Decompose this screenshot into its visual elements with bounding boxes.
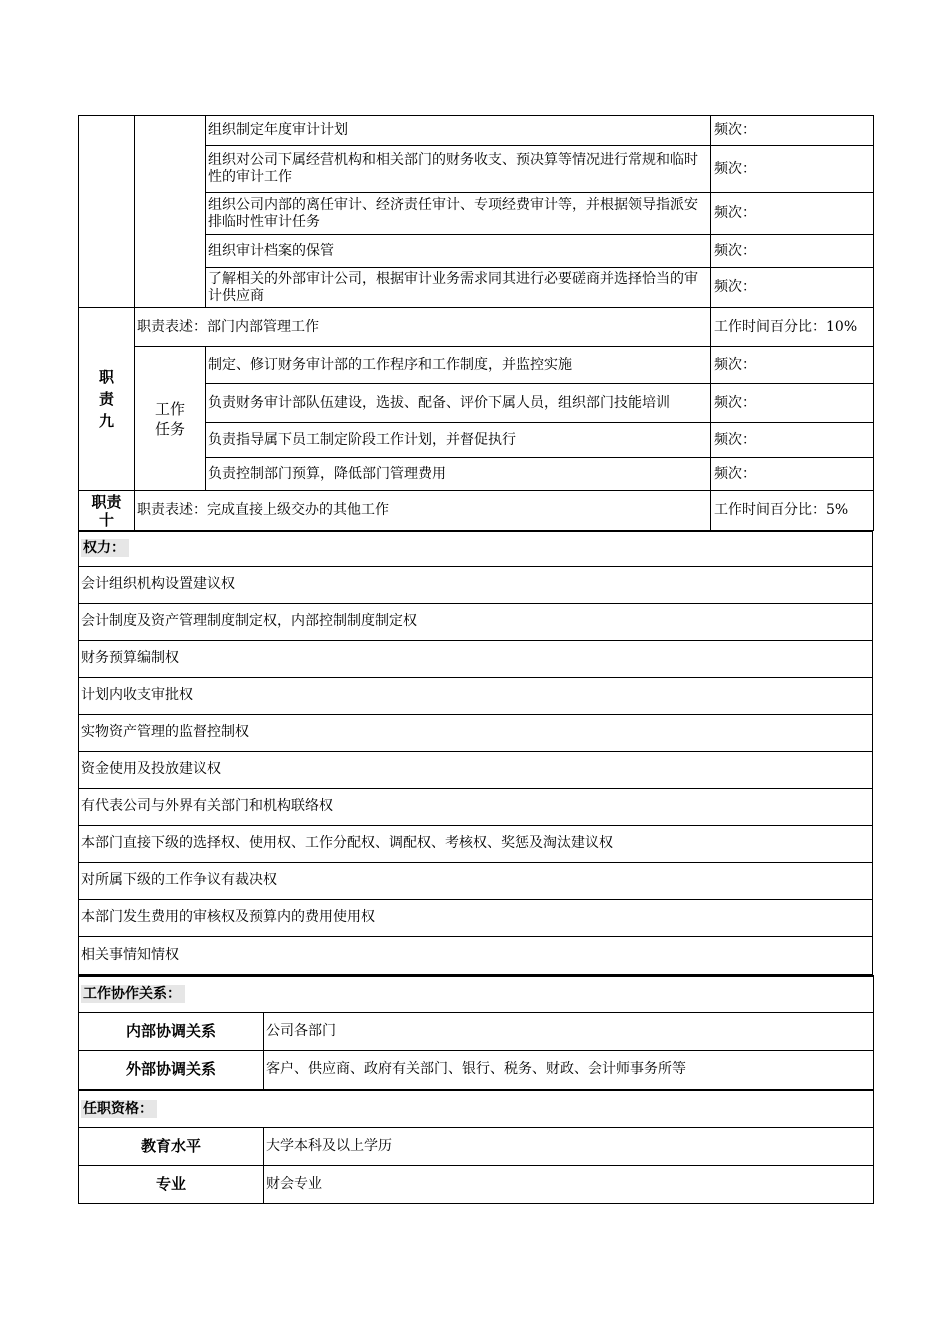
task-text: 负责财务审计部队伍建设，选拔、配备、评价下属人员，组织部门技能培训 [206,384,711,423]
task-frequency: 频次： [711,458,874,491]
power-item: 资金使用及投放建议权 [79,751,873,788]
task-frequency: 频次： [711,235,874,268]
duties-table [78,115,874,531]
internal-relation-value: 公司各部门 [264,1012,874,1050]
task-frequency: 频次： [711,268,874,308]
task-text: 负责控制部门预算，降低部门管理费用 [206,458,711,491]
task-frequency: 频次： [711,146,874,193]
task-frequency: 频次： [711,193,874,235]
task-text: 制定、修订财务审计部的工作程序和工作制度，并监控实施 [206,347,711,384]
duty10-label: 职责十 [79,491,135,531]
power-item: 本部门发生费用的审核权及预算内的费用使用权 [79,899,873,936]
task-frequency: 频次： [711,384,874,423]
task-text: 了解相关的外部审计公司，根据审计业务需求同其进行必要磋商并选择恰当的审计供应商 [206,268,711,308]
duty9-time-percent: 工作时间百分比：10% [711,308,874,347]
duty9-description: 职责表述：部门内部管理工作 [135,308,711,347]
qualification-heading-text: 任职资格： [81,1100,157,1118]
internal-relation-label: 内部协调关系 [79,1012,264,1050]
major-label: 专业 [79,1166,264,1204]
powers-table [78,530,873,975]
duty9-task-label: 工作任务 [135,347,206,491]
major-value: 财会专业 [264,1166,874,1204]
power-item: 对所属下级的工作争议有裁决权 [79,862,873,899]
power-item: 本部门直接下级的选择权、使用权、工作分配权、调配权、考核权、奖惩及淘汰建议权 [79,825,873,862]
power-item: 会计组织机构设置建议权 [79,566,873,603]
education-label: 教育水平 [79,1128,264,1166]
duty9-label: 职责九 [79,308,135,491]
cooperation-heading [79,976,874,1012]
qualification-heading [79,1091,874,1128]
powers-heading [79,531,873,566]
power-item: 实物资产管理的监督控制权 [79,714,873,751]
task-frequency: 频次： [711,116,874,146]
task-frequency: 频次： [711,347,874,384]
external-relation-value: 客户、供应商、政府有关部门、银行、税务、财政、会计师事务所等 [264,1050,874,1090]
duty10-time-percent: 工作时间百分比：5% [711,491,874,531]
power-item: 计划内收支审批权 [79,677,873,714]
task-text: 组织审计档案的保管 [206,235,711,268]
power-item: 相关事情知情权 [79,936,873,974]
external-relation-label: 外部协调关系 [79,1050,264,1090]
task-label-cell [135,116,206,308]
task-text: 组织制定年度审计计划 [206,116,711,146]
power-item: 财务预算编制权 [79,640,873,677]
power-item: 有代表公司与外界有关部门和机构联络权 [79,788,873,825]
task-text: 组织对公司下属经营机构和相关部门的财务收支、预决算等情况进行常规和临时性的审计工作 [206,146,711,193]
power-item: 会计制度及资产管理制度制定权，内部控制制度制定权 [79,603,873,640]
education-value: 大学本科及以上学历 [264,1128,874,1166]
duty10-description: 职责表述：完成直接上级交办的其他工作 [135,491,711,531]
cooperation-heading-text: 工作协作关系： [81,985,185,1003]
task-text: 负责指导属下员工制定阶段工作计划，并督促执行 [206,423,711,458]
cooperation-table [78,975,874,1091]
task-frequency: 频次： [711,423,874,458]
duty-label-cell [79,116,135,308]
task-text: 组织公司内部的离任审计、经济责任审计、专项经费审计等，并根据领导指派安排临时性审计任务 [206,193,711,235]
qualification-table [78,1090,874,1204]
powers-heading-text: 权力： [81,539,129,557]
